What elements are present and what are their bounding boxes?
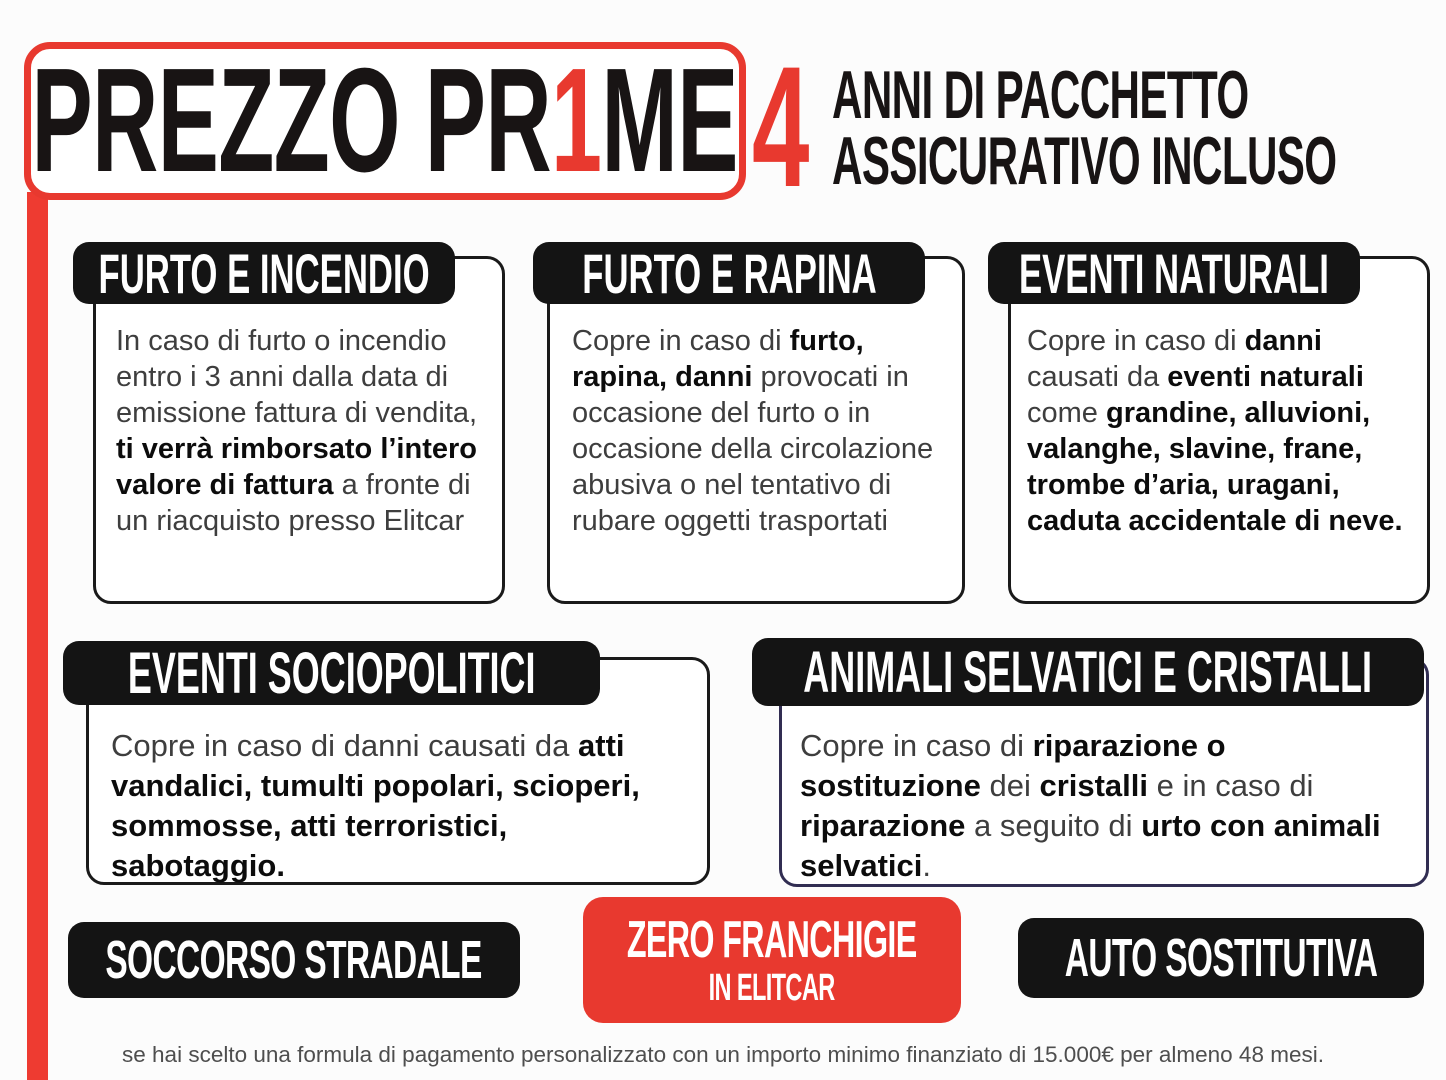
- card-header-label: FURTO E INCENDIO: [98, 241, 430, 305]
- card-header-label: FURTO E RAPINA: [581, 241, 877, 305]
- banner-lines: [832, 57, 1446, 199]
- card-header-label: ANIMALI SELVATICI E CRISTALLI: [803, 639, 1373, 705]
- pill-label: AUTO SOSTITUTIVA: [1064, 928, 1378, 988]
- pill-label: SOCCORSO STRADALE: [105, 930, 483, 990]
- card-body-eventi-naturali: Copre in caso di danni causati da eventi naturali come grandine, alluvioni, valanghe, slavine, frane, trombe d’aria, uragani, caduta accidentale di neve.: [1008, 256, 1430, 604]
- banner-number: 4: [752, 31, 809, 223]
- title-accent-one: 1: [551, 38, 602, 203]
- card-body-animali-cristalli: Copre in caso di riparazione o sostituzione dei cristalli e in caso di riparazione a seguito di urto con animali selvatici.: [779, 657, 1429, 887]
- card-header-eventi-sociopolitici: [63, 641, 600, 705]
- pill-auto-sostitutiva: [1018, 918, 1424, 998]
- page-title: [31, 38, 739, 203]
- footer-disclaimer: se hai scelto una formula di pagamento personalizzato con un importo minimo finanziato di 15.000€ per almeno 48 mesi.: [122, 1042, 1324, 1067]
- card-body-furto-incendio: In caso di furto o incendio entro i 3 anni dalla data di emissione fattura di vendita, ti verrà rimborsato l’intero valore di fattura a fronte di un riacquisto presso Elitcar: [93, 256, 505, 604]
- title-box: [24, 38, 746, 203]
- pill-line-2: IN ELITCAR: [709, 967, 835, 1009]
- title-post: ME: [601, 38, 739, 203]
- title-pre: PREZZO PR: [31, 38, 552, 203]
- card-header-label: EVENTI SOCIOPOLITICI: [127, 640, 536, 706]
- pill-soccorso-stradale: [68, 922, 520, 998]
- pill-line-1: ZERO FRANCHIGIE: [627, 911, 917, 969]
- card-header-label: EVENTI NATURALI: [1019, 241, 1329, 305]
- card-header-furto-rapina: [533, 242, 925, 304]
- banner-line-1: ANNI DI PACCHETTO: [832, 57, 1249, 133]
- card-header-animali-cristalli: [752, 638, 1424, 706]
- card-body-eventi-sociopolitici: Copre in caso di danni causati da atti vandalici, tumulti popolari, scioperi, sommosse, atti terroristici, sabotaggio.: [86, 657, 710, 885]
- card-header-eventi-naturali: [988, 242, 1360, 304]
- card-body-furto-rapina: Copre in caso di furto, rapina, danni provocati in occasione del furto o in occasione della circolazione abusiva o nel tentativo di rubare oggetti trasportati: [547, 256, 965, 604]
- pill-zero-franchigie: [583, 897, 961, 1023]
- red-accent-stripe: [27, 192, 48, 1080]
- card-header-furto-incendio: [73, 242, 455, 304]
- banner-line-2: ASSICURATIVO INCLUSO: [832, 123, 1337, 199]
